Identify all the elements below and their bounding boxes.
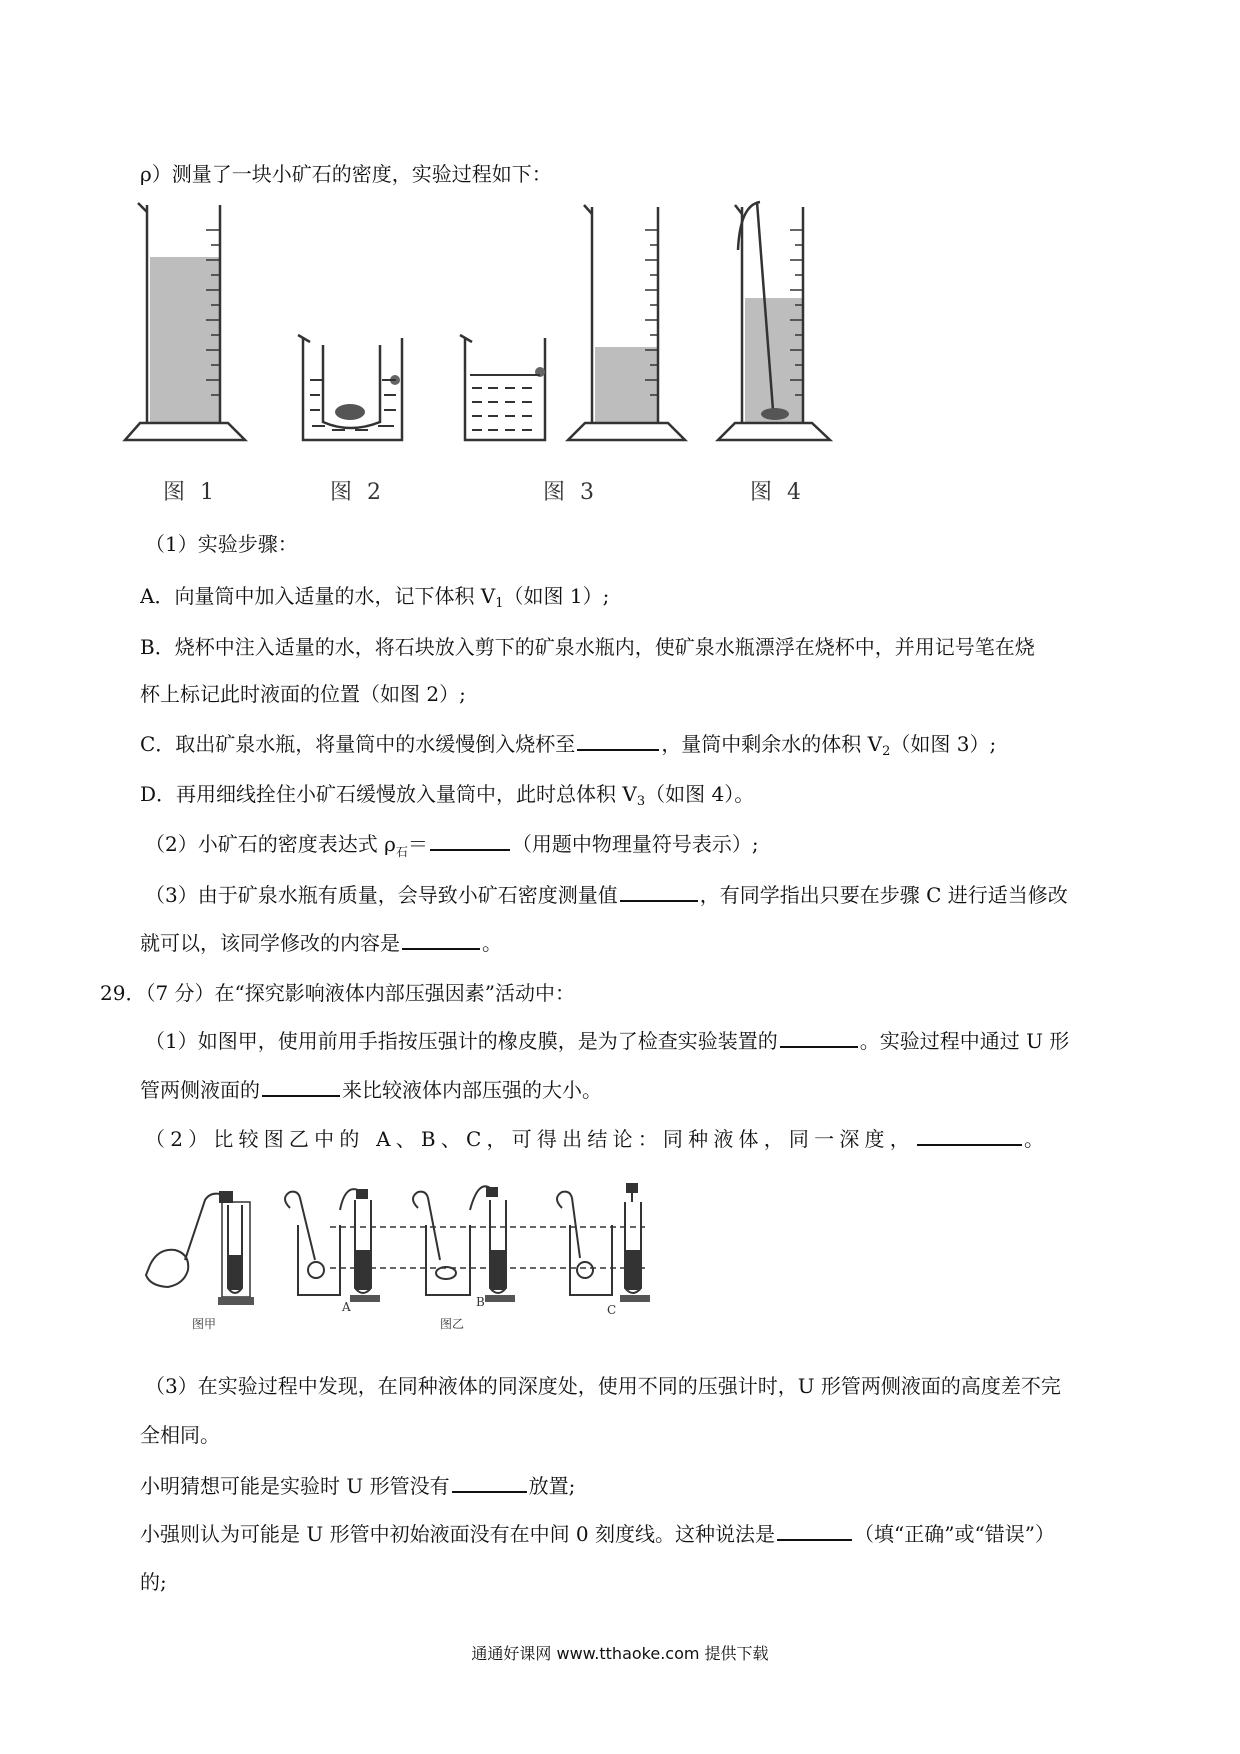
xiaoming-blank[interactable] xyxy=(452,1473,527,1493)
step-c-blank[interactable] xyxy=(577,731,659,751)
q3-blank-1[interactable] xyxy=(620,882,698,902)
step-d xyxy=(140,780,754,816)
q29-p1-text-a: （1）如图甲，使用前用手指按压强计的橡皮膜，是为了检查实验装置的 xyxy=(145,1029,778,1053)
q29-part-3-line-2: 全相同。 xyxy=(140,1423,220,1447)
figure-2-label: 图 2 xyxy=(330,480,385,505)
step-c-end: （如图 3）; xyxy=(890,732,997,756)
figure-1-label: 图 1 xyxy=(163,480,218,505)
q29-p1-blank-1[interactable] xyxy=(780,1028,858,1048)
xiaoqiang-end: 的; xyxy=(140,1570,167,1594)
xiaoming-text-a: 小明猜想可能是实验时 U 形管没有 xyxy=(140,1474,450,1498)
question-2 xyxy=(145,830,759,866)
question-3-line-1 xyxy=(145,881,1068,909)
xiaoqiang-blank[interactable] xyxy=(777,1521,852,1541)
q29-p1-text-b: 。实验过程中通过 U 形 xyxy=(859,1029,1070,1053)
cylinder-figure-4 xyxy=(718,202,830,440)
intro-text: ρ）测量了一块小矿石的密度，实验过程如下： xyxy=(140,162,552,186)
cylinder-figure-3 xyxy=(568,205,685,440)
step-a-subscript: 1 xyxy=(495,596,504,611)
figure-a-apparatus xyxy=(285,1189,380,1302)
step-a-end: （如图 1）; xyxy=(503,584,610,608)
q29-p1-blank-2[interactable] xyxy=(262,1077,340,1097)
cylinder-figure-1 xyxy=(125,203,245,440)
q3-text-d: 。 xyxy=(482,931,502,955)
experiment-figures-top xyxy=(0,190,1240,490)
figure-c-apparatus xyxy=(557,1184,650,1302)
step-d-subscript: 3 xyxy=(636,794,646,809)
step-heading: （1）实验步骤： xyxy=(145,532,298,556)
figure-c-label: C xyxy=(607,1303,617,1317)
q29-p2-text: （2）比较图乙中的 A、B、C，可得出结论：同种液体，同一深度， xyxy=(145,1127,915,1151)
step-b-line-2: 杯上标记此时液面的位置（如图 2）; xyxy=(140,682,466,706)
q2-subscript: 石 xyxy=(395,845,408,859)
q3-text-c: 就可以，该同学修改的内容是 xyxy=(140,931,400,955)
beaker-figure-2 xyxy=(298,335,402,440)
xiaoming-text-b: 放置; xyxy=(528,1474,576,1498)
question-3-line-2 xyxy=(140,929,502,957)
step-a-text: A．向量筒中加入适量的水，记下体积 V xyxy=(140,584,496,608)
xiaoqiang-text-b: （填“正确”或“错误”） xyxy=(854,1522,1055,1546)
xiaoqiang-text-a: 小强则认为可能是 U 形管中初始液面没有在中间 0 刻度线。这种说法是 xyxy=(140,1522,776,1546)
step-c-subscript: 2 xyxy=(882,744,891,759)
step-a xyxy=(140,582,609,618)
step-d-end: （如图 4）。 xyxy=(645,782,755,806)
step-b-line-1: B．烧杯中注入适量的水，将石块放入剪下的矿泉水瓶内，使矿泉水瓶漂浮在烧杯中，并用记号笔在烧 xyxy=(140,635,1035,659)
q2-text: （2）小矿石的密度表达式 ρ xyxy=(145,832,396,856)
figure-b-label: B xyxy=(476,1295,485,1309)
q2-equals: ＝ xyxy=(407,832,428,856)
figure-jia-apparatus xyxy=(146,1192,254,1305)
q3-blank-2[interactable] xyxy=(402,930,480,950)
q2-end: （用题中物理量符号表示）; xyxy=(511,832,759,856)
figure-3-label: 图 3 xyxy=(543,480,598,505)
q29-part-2 xyxy=(145,1125,1049,1153)
q2-blank[interactable] xyxy=(430,831,510,851)
xiaoqiang-guess xyxy=(140,1520,1055,1548)
figure-4-label: 图 4 xyxy=(750,480,805,505)
q29-p1-text-c: 管两侧液面的 xyxy=(140,1078,260,1102)
step-c-text-2: ，量筒中剩余水的体积 V xyxy=(661,732,883,756)
q29-p1-text-d: 来比较液体内部压强的大小。 xyxy=(342,1078,602,1102)
q29-title: 29．（7 分）在“探究影响液体内部压强因素”活动中： xyxy=(100,981,575,1005)
q29-part-1-line-1 xyxy=(145,1027,1069,1055)
q29-p2-end: 。 xyxy=(1023,1127,1050,1151)
step-c xyxy=(140,730,996,766)
xiaoming-guess xyxy=(140,1472,575,1500)
figure-yi-label: 图乙 xyxy=(440,1317,465,1331)
q29-p2-blank[interactable] xyxy=(917,1126,1022,1146)
q29-part-3-line-1: （3）在实验过程中发现，在同种液体的同深度处，使用不同的压强计时，U 形管两侧液面的高度差不完 xyxy=(145,1374,1061,1398)
step-d-text: D．再用细线拴住小矿石缓慢放入量筒中，此时总体积 V xyxy=(140,782,637,806)
pressure-gauge-figures xyxy=(0,1170,1240,1350)
footer-text: 通通好课网 www.tthaoke.com 提供下载 xyxy=(471,1644,769,1663)
figure-jia-label: 图甲 xyxy=(192,1317,217,1331)
figure-a-label: A xyxy=(342,1300,351,1314)
q29-part-1-line-2 xyxy=(140,1076,602,1104)
q3-text-b: ，有同学指出只要在步骤 C 进行适当修改 xyxy=(699,883,1068,907)
step-c-text: C．取出矿泉水瓶，将量筒中的水缓慢倒入烧杯至 xyxy=(140,732,576,756)
q3-text-a: （3）由于矿泉水瓶有质量，会导致小矿石密度测量值 xyxy=(145,883,618,907)
figure-b-apparatus xyxy=(413,1186,515,1302)
